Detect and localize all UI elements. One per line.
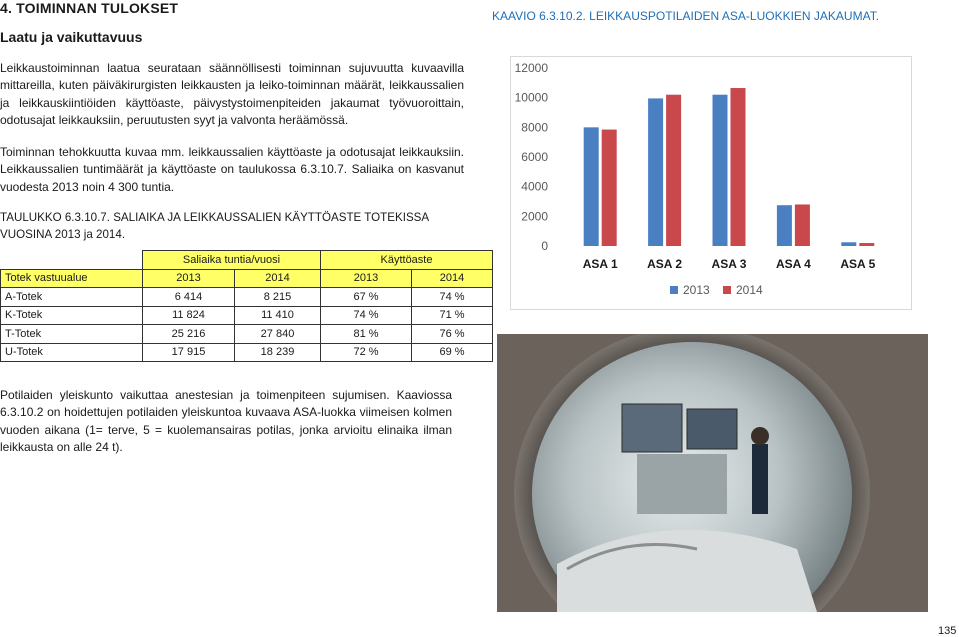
y-tick-label: 2000 (521, 209, 548, 224)
page-number: 135 (938, 625, 957, 637)
bar-asa2-2013 (648, 98, 663, 246)
header-year: 2014 (235, 269, 321, 288)
x-tick-label: ASA 1 (582, 257, 618, 271)
cell-value: 25 216 (143, 325, 235, 344)
table-row (1, 343, 493, 362)
table-row (1, 306, 493, 325)
bar-asa4-2014 (795, 204, 810, 246)
subsection-title: Laatu ja vaikuttavuus (0, 29, 143, 45)
cell-value: 76 % (412, 325, 493, 344)
paragraph-asa: Potilaiden yleiskunto vaikuttaa anestesian ja toimenpiteen sujumisen. Kaaviossa 6.3.10.2 on hoidettujen potilaiden yleiskuntoa kuvaava ASA-luokka viimeisen kolmen vuoden aikana (1= terve, 5 = kuolemansairas potilas, jonka arvioitu elinaika ilman leikkausta on alle 24 t). (0, 388, 452, 454)
y-tick-label: 12000 (514, 61, 548, 75)
cell-value: 27 840 (235, 325, 321, 344)
bar-asa3-2014 (731, 88, 746, 246)
cell-value: 67 % (321, 288, 412, 307)
x-tick-label: ASA 3 (711, 257, 747, 271)
paragraph-quality: Leikkaustoiminnan laatua seurataan säännöllisesti toiminnan sujuvuutta kuvaavilla mittareilla, kuten päiväkirurgisten leikkausten ja leiko-toiminnan määrät, leikkaussalien ja leikkauskiintiöiden käyttöaste, päivystystoimenpiteiden jakaumat työvuoroittain, odotusajat leikkauksiin, peruutusten syyt ja valvonta heräämössä. (0, 61, 464, 127)
header-year: 2013 (321, 269, 412, 288)
cell-value: 18 239 (235, 343, 321, 362)
header-year: 2014 (412, 269, 493, 288)
chart-caption: KAAVIO 6.3.10.2. LEIKKAUSPOTILAIDEN ASA-LUOKKIEN JAKAUMAT. (492, 9, 880, 23)
cell-value: 8 215 (235, 288, 321, 307)
legend-swatch-2014 (723, 286, 731, 294)
y-tick-label: 10000 (514, 90, 548, 105)
legend-swatch-2013 (670, 286, 678, 294)
header-year: 2013 (143, 269, 235, 288)
table-empty-corner (1, 251, 143, 270)
bar-asa1-2014 (602, 130, 617, 246)
cell-value: 81 % (321, 325, 412, 344)
bar-asa5-2014 (859, 243, 874, 246)
cell-value: 74 % (412, 288, 493, 307)
cell-unit: K-Totek (1, 306, 143, 325)
header-utilization: Käyttöaste (321, 251, 493, 270)
cell-value: 11 824 (143, 306, 235, 325)
operating-room-porthole-photo (497, 334, 928, 612)
cell-value: 6 414 (143, 288, 235, 307)
cell-unit: U-Totek (1, 343, 143, 362)
x-tick-label: ASA 4 (775, 257, 811, 271)
cell-value: 71 % (412, 306, 493, 325)
header-operating-time: Saliaika tuntia/vuosi (143, 251, 321, 270)
bar-asa2-2014 (666, 95, 681, 246)
cell-unit: T-Totek (1, 325, 143, 344)
header-unit: Totek vastuualue (1, 269, 143, 288)
cell-value: 74 % (321, 306, 412, 325)
table-caption: TAULUKKO 6.3.10.7. SALIAIKA JA LEIKKAUSSALIEN KÄYTTÖASTE TOTEKISSA VUOSINA 2013 ja 2014. (0, 211, 429, 241)
asa-class-bar-chart (510, 56, 912, 310)
table-year-header-row (1, 269, 493, 288)
legend-label: 2013 (683, 283, 710, 297)
bar-asa1-2013 (584, 127, 599, 246)
cell-value: 69 % (412, 343, 493, 362)
cell-value: 72 % (321, 343, 412, 362)
x-tick-label: ASA 5 (840, 257, 876, 271)
y-tick-label: 8000 (521, 120, 548, 135)
table-row (1, 325, 493, 344)
y-tick-label: 6000 (521, 150, 548, 164)
table-row (1, 288, 493, 307)
section-title: 4. TOIMINNAN TULOKSET (0, 0, 179, 16)
y-tick-label: 4000 (521, 179, 548, 194)
legend-label: 2014 (736, 283, 763, 297)
bar-asa5-2013 (841, 242, 856, 246)
table-group-header-row (1, 251, 493, 270)
paragraph-efficiency: Toiminnan tehokkuutta kuvaa mm. leikkaussalien käyttöaste ja odotusajat leikkauksiin. Leikkaussalien tuntimäärät ja käyttöaste on taulukossa 6.3.10.7. Saliaika on kasvanut vuodesta 2013 noin 4 300 tuntia. (0, 145, 464, 194)
bar-asa4-2013 (777, 205, 792, 246)
bar-asa3-2013 (713, 95, 728, 246)
x-tick-label: ASA 2 (647, 257, 683, 271)
y-tick-label: 0 (541, 239, 548, 253)
operating-time-table (0, 250, 493, 362)
chart-frame (511, 57, 912, 310)
cell-value: 11 410 (235, 306, 321, 325)
cell-unit: A-Totek (1, 288, 143, 307)
cell-value: 17 915 (143, 343, 235, 362)
